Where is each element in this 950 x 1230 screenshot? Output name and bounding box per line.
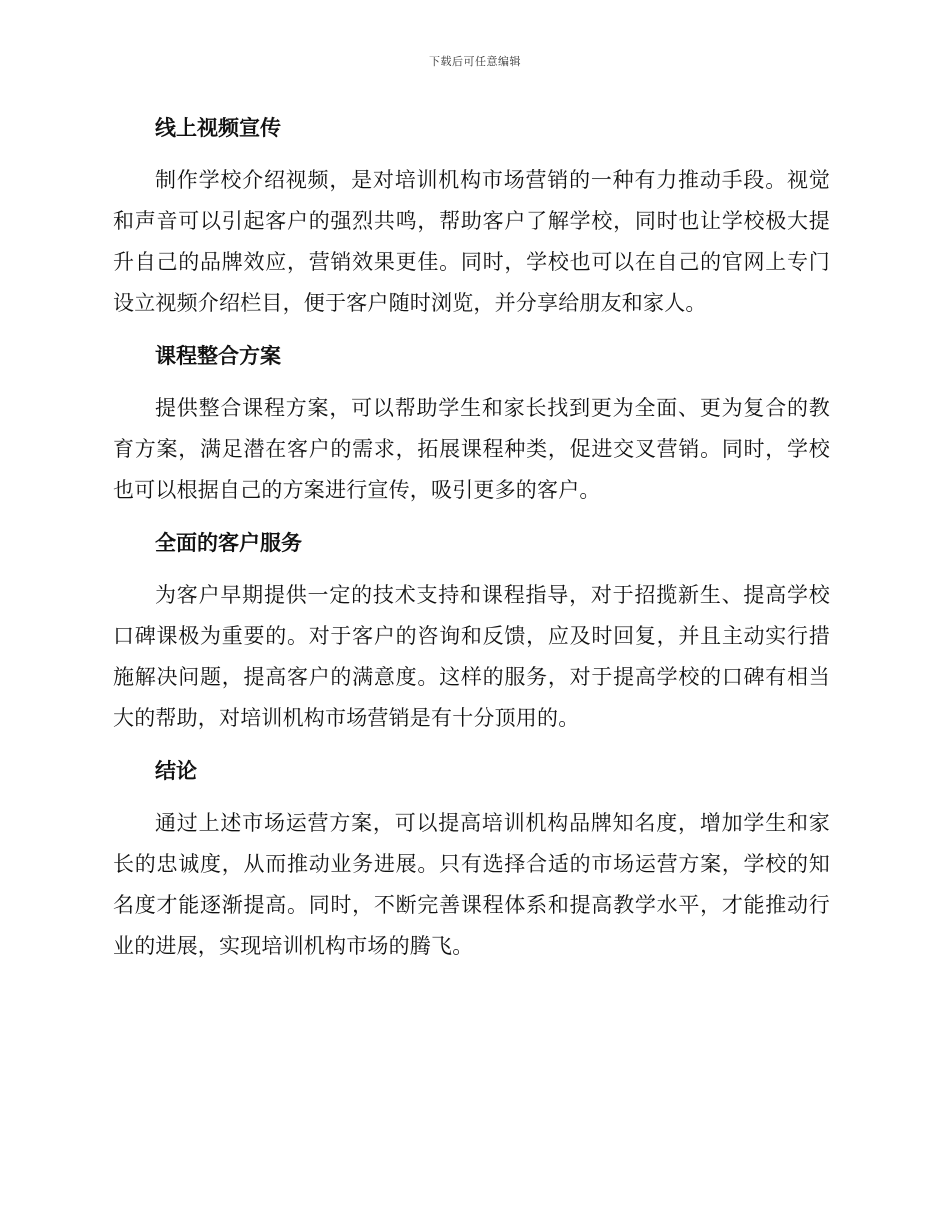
section-online-video (113, 108, 830, 324)
section-paragraph: 为客户早期提供一定的技术支持和课程指导，对于招揽新生、提高学校口碑课极为重要的。对于客户的咨询和反馈，应及时回复，并且主动实行措施解决问题，提高客户的满意度。这样的服务，对于提高学校的口碑有相当大的帮助，对培训机构市场营销是有十分顶用的。 (113, 583, 830, 730)
section-paragraph: 通过上述市场运营方案，可以提高培训机构品牌知名度，增加学生和家长的忠诚度，从而推动业务进展。只有选择合适的市场运营方案，学校的知名度才能逐渐提高。同时，不断完善课程体系和提高教学水平，才能推动行业的进展，实现培训机构市场的腾飞。 (113, 811, 830, 958)
page-header-note: 下载后可任意编辑 (429, 55, 521, 68)
section-paragraph: 提供整合课程方案，可以帮助学生和家长找到更为全面、更为复合的教育方案，满足潜在客户的需求，拓展课程种类，促进交叉营销。同时，学校也可以根据自己的方案进行宣传，吸引更多的客户。 (113, 396, 830, 502)
document-body (113, 108, 830, 979)
section-conclusion (113, 751, 830, 967)
section-heading: 全面的客户服务 (155, 531, 302, 555)
section-paragraph: 制作学校介绍视频，是对培训机构市场营销的一种有力推动手段。视觉和声音可以引起客户的强烈共鸣，帮助客户了解学校，同时也让学校极大提升自己的品牌效应，营销效果更佳。同时，学校也可以在自己的官网上专门设立视频介绍栏目，便于客户随时浏览，并分享给朋友和家人。 (113, 168, 830, 315)
section-heading: 线上视频宣传 (155, 116, 281, 140)
section-course-integration (113, 336, 830, 511)
section-customer-service (113, 523, 830, 739)
section-heading: 结论 (155, 759, 197, 783)
section-heading: 课程整合方案 (155, 344, 281, 368)
